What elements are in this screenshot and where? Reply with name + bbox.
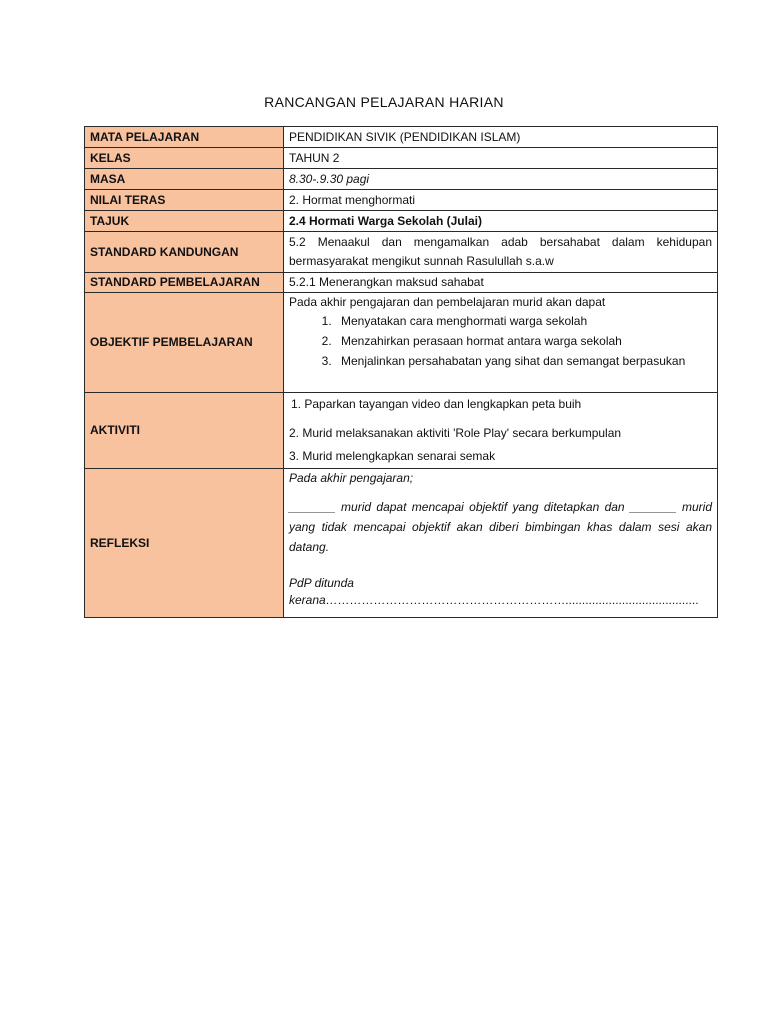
row-tajuk xyxy=(85,211,718,232)
refleksi-intro: Pada akhir pengajaran; xyxy=(289,471,414,485)
label-standard-kandungan: STANDARD KANDUNGAN xyxy=(85,232,284,273)
value-standard-pembelajaran: 5.2.1 Menerangkan maksud sahabat xyxy=(284,273,718,293)
objektif-item: 2. Menzahirkan perasaan hormat antara warga sekolah xyxy=(335,333,712,350)
objektif-item: 1. Menyatakan cara menghormati warga sekolah xyxy=(335,313,712,330)
label-standard-pembelajaran: STANDARD PEMBELAJARAN xyxy=(85,273,284,293)
aktiviti-item: 3. Murid melengkapkan senarai semak xyxy=(289,449,496,463)
aktiviti-item: 2. Murid melaksanakan aktiviti 'Role Play' secara berkumpulan xyxy=(289,426,622,440)
label-masa: MASA xyxy=(85,169,284,190)
value-objektif xyxy=(284,293,718,393)
objektif-intro: Pada akhir pengajaran dan pembelajaran murid akan dapat xyxy=(289,295,606,309)
label-objektif: OBJEKTIF PEMBELAJARAN xyxy=(85,293,284,393)
row-mata-pelajaran xyxy=(85,127,718,148)
value-refleksi xyxy=(284,469,718,618)
label-nilai-teras: NILAI TERAS xyxy=(85,190,284,211)
value-standard-kandungan: 5.2 Menaakul dan mengamalkan adab bersahabat dalam kehidupan bermasyarakat mengikut sunnah Rasulullah s.a.w xyxy=(284,232,718,273)
value-tajuk: 2.4 Hormati Warga Sekolah (Julai) xyxy=(284,211,718,232)
value-mata-pelajaran: PENDIDIKAN SIVIK (PENDIDIKAN ISLAM) xyxy=(284,127,718,148)
value-kelas: TAHUN 2 xyxy=(284,148,718,169)
row-refleksi xyxy=(85,469,718,618)
row-kelas xyxy=(85,148,718,169)
value-nilai-teras: 2. Hormat menghormati xyxy=(284,190,718,211)
label-mata-pelajaran: MATA PELAJARAN xyxy=(85,127,284,148)
row-standard-kandungan xyxy=(85,232,718,273)
objektif-item: 3. Menjalinkan persahabatan yang sihat dan semangat berpasukan xyxy=(335,353,712,370)
label-tajuk: TAJUK xyxy=(85,211,284,232)
row-aktiviti xyxy=(85,393,718,469)
value-aktiviti xyxy=(284,393,718,469)
row-masa xyxy=(85,169,718,190)
row-standard-pembelajaran xyxy=(85,273,718,293)
value-masa: 8.30-.9.30 pagi xyxy=(284,169,718,190)
refleksi-body: _______ murid dapat mencapai objektif yang ditetapkan dan _______ murid yang tidak mencapai objektif akan diberi bimbingan khas dalam sesi akan datang. xyxy=(289,500,712,554)
aktiviti-item: 1. Paparkan tayangan video dan lengkapkan peta buih xyxy=(291,397,582,411)
objektif-list xyxy=(289,313,712,370)
page-title: RANCANGAN PELAJARAN HARIAN xyxy=(264,94,504,110)
row-objektif xyxy=(85,293,718,393)
refleksi-tunda: PdP ditunda kerana……………………………………………………........................................ xyxy=(289,576,700,607)
label-aktiviti: AKTIVITI xyxy=(85,393,284,469)
lesson-plan-table xyxy=(84,126,718,618)
label-refleksi: REFLEKSI xyxy=(85,469,284,618)
row-nilai-teras xyxy=(85,190,718,211)
label-kelas: KELAS xyxy=(85,148,284,169)
